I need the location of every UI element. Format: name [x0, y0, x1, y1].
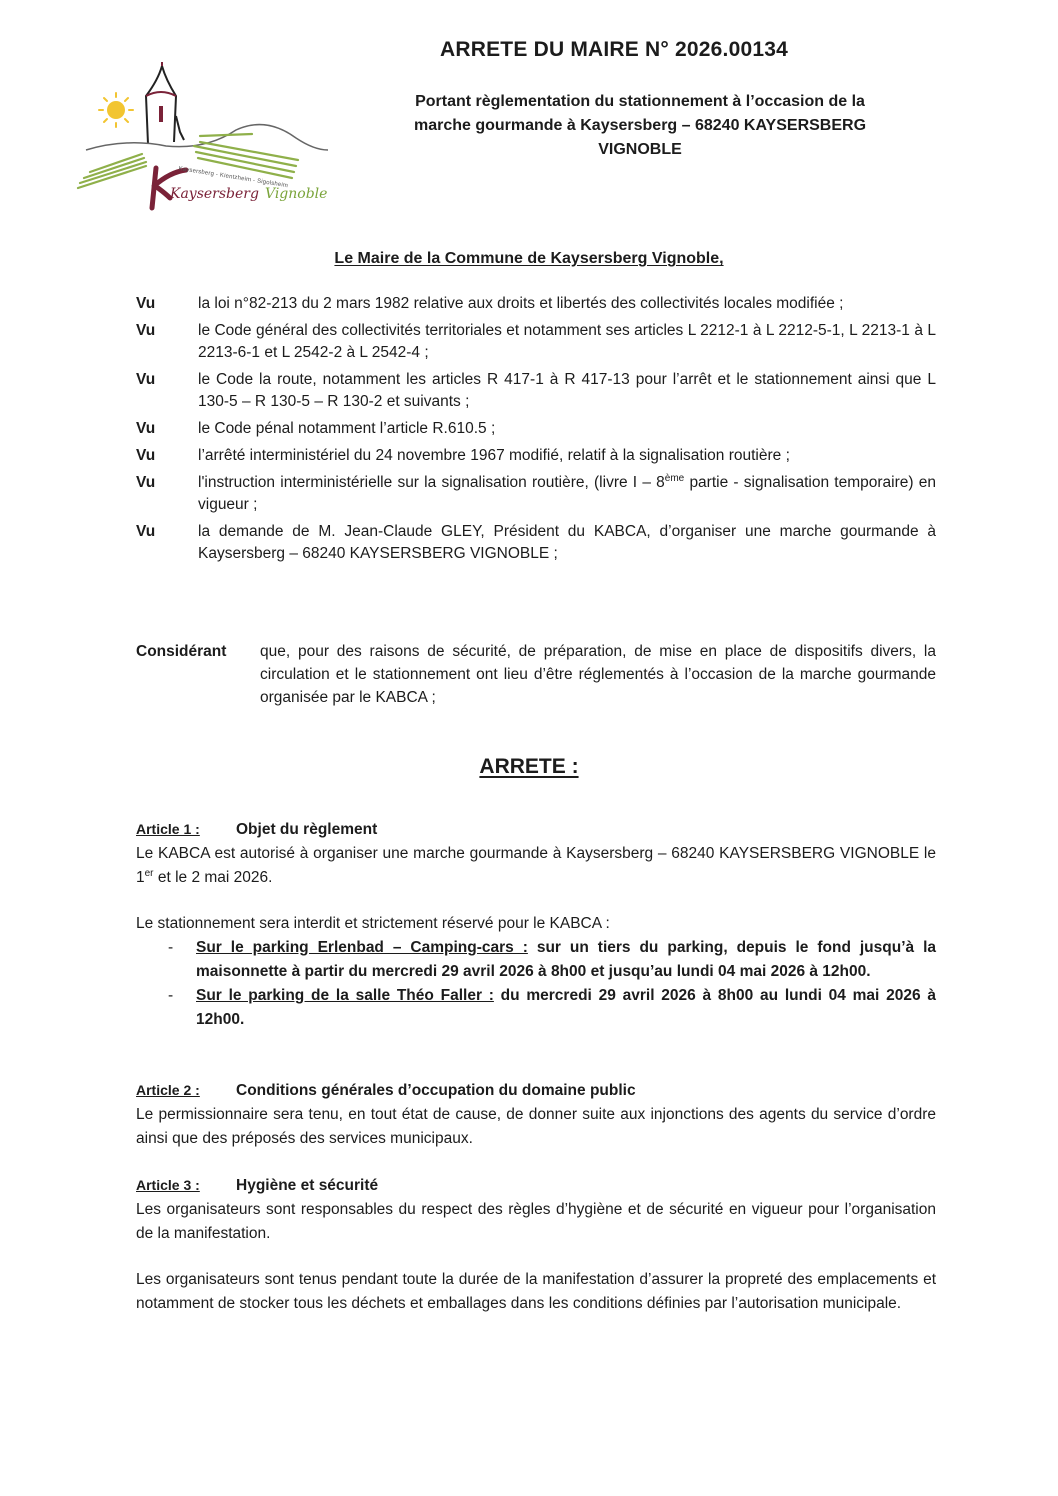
vu-label: Vu: [136, 295, 156, 312]
article-3: [136, 1173, 936, 1316]
vu-text-part: l'instruction interministérielle sur la signalisation routière, (livre I – 8: [198, 474, 665, 491]
bullet-body: [196, 984, 936, 1032]
article-1: [136, 817, 936, 1032]
ordinal-superscript: er: [144, 867, 154, 879]
vu-text: le Code général des collectivités territoriales et notamment ses articles L 2212-1 à L 2212-5-1, L 2213-1 à L 2213-6-1 et L 2542-2 à L 2542-4 ;: [198, 322, 936, 361]
logo-wordmark-vignoble: Vignoble: [264, 186, 328, 202]
subtitle-line: marche gourmande à Kaysersberg – 68240 KAYSERSBERG: [413, 117, 867, 134]
vu-label: Vu: [136, 371, 156, 388]
article-paragraph: Le stationnement sera interdit et strictement réservé pour le KABCA :: [136, 915, 610, 932]
article-title: Conditions générales d’occupation du domaine public: [236, 1082, 636, 1099]
article-number: Article 1 :: [136, 821, 200, 837]
parking-period: sur un tiers du parking, depuis le fond jusqu’à la maisonnette à partir du mercredi 29 avril 2026 à 8h00 et jusqu’au lundi 04 mai 2026 à 12h00.: [196, 939, 936, 980]
vu-text: la demande de M. Jean-Claude GLEY, Président du KABCA, d’organiser une marche gourmande à Kaysersberg – 68240 KAYSERSBERG VIGNOBLE ;: [198, 523, 936, 562]
vu-item: [136, 320, 936, 364]
vu-item: [136, 521, 936, 565]
bullet-dash: -: [168, 987, 174, 1004]
vu-label: Vu: [136, 322, 156, 339]
article-header: [136, 1173, 936, 1198]
logo-wordmark-kaysersberg: Kaysersberg: [170, 186, 259, 202]
parking-restriction-item: [136, 936, 936, 984]
vu-text: le Code pénal notamment l’article R.610.5 ;: [198, 420, 496, 437]
article-title: Objet du règlement: [236, 821, 378, 838]
vu-list: [136, 293, 936, 570]
mayor-heading: Le Maire de la Commune de Kaysersberg Vignoble,: [334, 250, 724, 267]
vu-label: Vu: [136, 474, 156, 491]
vu-text-part: partie - signalisation temporaire) en vigueur ;: [198, 474, 936, 513]
paragraph-part: Le KABCA est autorisé à organiser une marche gourmande à Kaysersberg – 68240 KAYSERSBERG VIGNOBLE le 1: [136, 845, 936, 886]
article-header: [136, 817, 936, 842]
article-title: Hygiène et sécurité: [236, 1177, 379, 1194]
decree-subtitle: [360, 90, 920, 162]
vu-item: [136, 293, 936, 315]
subtitle-line: Portant règlementation du stationnement à l’occasion de la: [415, 93, 865, 110]
tower-icon: [146, 62, 184, 144]
article-paragraph: [136, 842, 936, 890]
parking-location: Sur le parking Erlenbad – Camping-cars :: [196, 939, 528, 956]
sun-icon: [99, 93, 133, 127]
article-header: [136, 1078, 936, 1103]
parking-location: Sur le parking de la salle Théo Faller :: [196, 987, 494, 1004]
vu-label: Vu: [136, 523, 156, 540]
vu-text: [198, 472, 936, 516]
municipal-logo: [66, 58, 346, 218]
considerant-text: que, pour des raisons de sécurité, de préparation, de mise en place de dispositifs divers, la circulation et le stationnement ont lieu d’être réglementés à l’occasion de la marche gourmande organisée par le KABCA ;: [260, 643, 936, 706]
vu-item: [136, 472, 936, 516]
subtitle-line: VIGNOBLE: [598, 141, 682, 158]
logo-tagline: Kaysersberg - Kientzheim - Sigolsheim: [178, 166, 289, 190]
arrete-heading: ARRETE :: [479, 755, 579, 778]
decree-title: ARRETE DU MAIRE N° 2026.00134: [440, 38, 788, 61]
parking-period: du mercredi 29 avril 2026 à 8h00 au lundi 04 mai 2026 à 12h00.: [196, 987, 936, 1028]
vu-item: [136, 418, 936, 440]
parking-restrictions-list: [136, 936, 936, 1032]
bullet-dash: -: [168, 939, 174, 956]
ordinal-superscript: ème: [664, 472, 685, 484]
bullet-body: [196, 936, 936, 984]
article-number: Article 2 :: [136, 1082, 200, 1098]
vu-label: Vu: [136, 447, 156, 464]
vu-text: le Code la route, notamment les articles R 417-1 à R 417-13 pour l’arrêt et le stationnement ainsi que L 130-5 – R 130-5 – R 130-2 et suivants ;: [198, 371, 936, 410]
article-paragraph: Les organisateurs sont responsables du respect des règles d’hygiène et de sécurité en vigueur pour l’organisation de la manifestation.: [136, 1201, 936, 1242]
vu-label: Vu: [136, 420, 156, 437]
vu-text: la loi n°82-213 du 2 mars 1982 relative aux droits et libertés des collectivités locales modifiée ;: [198, 295, 844, 312]
vu-item: [136, 369, 936, 413]
logo-wordmark: [170, 186, 327, 202]
considerant-block: [136, 640, 936, 709]
vu-text: l’arrêté interministériel du 24 novembre 1967 modifié, relatif à la signalisation routière ;: [198, 447, 790, 464]
article-number: Article 3 :: [136, 1177, 200, 1193]
considerant-label: Considérant: [136, 643, 227, 660]
parking-restriction-item: [136, 984, 936, 1032]
paragraph-part: et le 2 mai 2026.: [153, 869, 273, 886]
article-2: [136, 1078, 936, 1151]
vu-item: [136, 445, 936, 467]
article-paragraph: Le permissionnaire sera tenu, en tout état de cause, de donner suite aux injonctions des agents du service d’ordre ainsi que des préposés des services municipaux.: [136, 1106, 936, 1147]
article-paragraph: Les organisateurs sont tenus pendant toute la durée de la manifestation d’assurer la propreté des emplacements et notamment de stocker tous les déchets et emballages dans les conditions définies par l’autorisation municipale.: [136, 1271, 936, 1312]
